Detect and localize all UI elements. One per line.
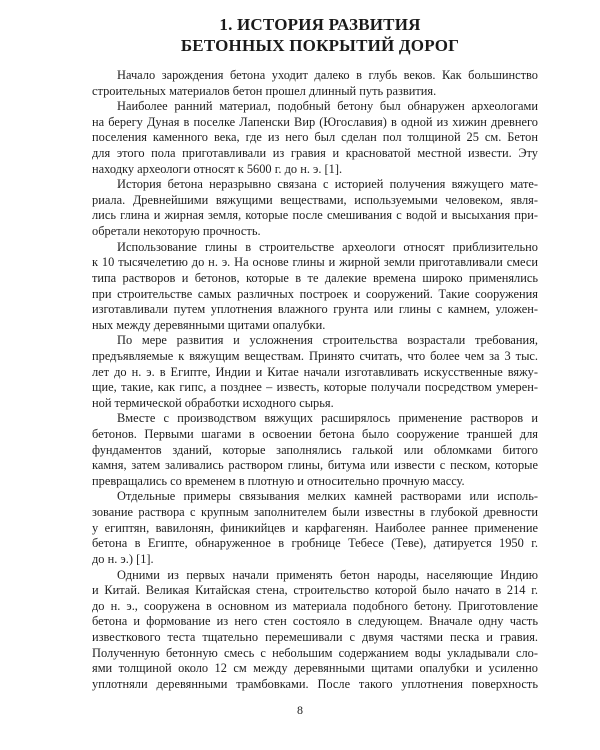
text-line: фундаментов зданий, которые заполнялись галькой или обломками битого xyxy=(92,442,538,457)
text-line: до н. э., сооружена в основном из материала подобного бетону. Приготовление xyxy=(92,598,538,613)
text-line: зование раствора с крупным заполнителем были известны в глубокой древности xyxy=(92,505,538,520)
paragraph xyxy=(92,240,538,334)
text-line: бетона и формование из него стен состояло в следующем. Вначале одну часть xyxy=(92,614,538,629)
text-line: у египтян, вавилонян, финикийцев и карфагенян. Наиболее раннее применение xyxy=(92,520,538,535)
text-line: до н. э.) [1]. xyxy=(92,551,154,566)
text-line: к 10 тысячелетию до н. э. На основе глины и жирной земли приготавливали смеси xyxy=(92,255,538,270)
text-line: Использование глины в строительстве археологи относят приблизительно xyxy=(117,239,538,254)
text-line: бетонов. Первыми шагами в освоении бетона было сооружение траншей для xyxy=(92,427,538,442)
paragraph xyxy=(92,489,538,567)
text-line: при строительстве самых различных построек и сооружений. Такие сооружения xyxy=(92,286,538,301)
chapter-heading xyxy=(80,14,560,56)
paragraph xyxy=(92,411,538,489)
text-line: для этого пола приготавливали из гравия и красноватой местной извести. Эту xyxy=(92,146,538,161)
text-line: известкового теста тщательно перемешивали с двумя частями песка и гравия. xyxy=(92,629,538,644)
text-line: Наиболее ранний материал, подобный бетону был обнаружен археологами xyxy=(117,99,538,114)
body-text xyxy=(92,68,538,692)
text-line: История бетона неразрывно связана с историей получения вяжущего мате- xyxy=(117,177,538,192)
text-line: предъявляемые к вяжущим веществам. Принято считать, что более чем за 3 тыс. xyxy=(92,348,538,363)
text-line: уплотняли деревянными трамбовками. После такого уплотнения поверхность xyxy=(92,676,538,691)
text-line: По мере развития и усложнения строительства возрастали требования, xyxy=(117,333,538,348)
text-line: щие, такие, как гипс, а позднее – известь, которые получали посредством умерен- xyxy=(92,380,538,395)
text-line: ной термической обработки исходного сырья. xyxy=(92,395,334,410)
text-line: камня, затем заливались раствором глины, битума или извести с песком, которые xyxy=(92,458,538,473)
text-line: типа растворов и бетонов, которые в те далекие времена широко применялись xyxy=(92,270,538,285)
text-line: Отдельные примеры связывания мелких камней растворами или исполь- xyxy=(117,489,538,504)
text-line: находку археологи относят к 5600 г. до н. э. [1]. xyxy=(92,161,343,176)
text-line: лись глина и жирная земля, которые после смешивания с водой и высыхания при- xyxy=(92,208,538,223)
text-line: поселения каменного века, где из него был сделан пол толщиной 25 см. Бетон xyxy=(92,130,538,145)
text-line: превращались со временем в плотную и относительно прочную массу. xyxy=(92,473,465,488)
page-number: 8 xyxy=(297,703,303,717)
text-line: и Китай. Великая Китайская стена, строительство которой было начато в 214 г. xyxy=(92,583,538,598)
text-line: Начало зарождения бетона уходит далеко в глубь веков. Как большинство xyxy=(117,68,538,82)
text-line: ных между деревянными щитами опалубки. xyxy=(92,317,326,332)
paragraph xyxy=(92,99,538,177)
text-line: бетона в Египте, обнаруженное в гробнице Тебесе (Теве), датируется 1950 г. xyxy=(92,536,538,551)
paragraph xyxy=(92,568,538,693)
chapter-heading-line-1: 1. ИСТОРИЯ РАЗВИТИЯ xyxy=(219,15,421,34)
paragraph xyxy=(92,333,538,411)
paragraph xyxy=(92,177,538,239)
chapter-heading-line-2: БЕТОННЫХ ПОКРЫТИЙ ДОРОГ xyxy=(180,36,460,55)
text-line: лет до н. э. в Египте, Индии и Китае начали изготавливать искусственные вяжу- xyxy=(92,364,538,379)
text-line: риала. Древнейшими вяжущими веществами, используемыми человеком, явля- xyxy=(92,192,538,207)
text-line: на берегу Дуная в поселке Лапенски Вир (Югославия) в одной из хижин древнего xyxy=(92,114,538,129)
paragraph xyxy=(92,68,538,99)
text-line: Одними из первых начали применять бетон народы, населяющие Индию xyxy=(117,567,538,582)
text-line: ями толщиной около 12 см между деревянными щитами опалубки и усиленно xyxy=(92,661,538,676)
text-line: Полученную бетонную смесь с небольшим содержанием воды укладывали сло- xyxy=(92,645,538,660)
text-line: изготавливали путем уплотнения влажного грунта или глины с камнем, уложен- xyxy=(92,302,538,317)
text-line: обретали некоторую прочность. xyxy=(92,224,261,239)
text-line: Вместе с производством вяжущих расширялось применение растворов и xyxy=(117,411,538,426)
text-line: строительных материалов бетон прошел длинный путь развития. xyxy=(92,83,437,98)
